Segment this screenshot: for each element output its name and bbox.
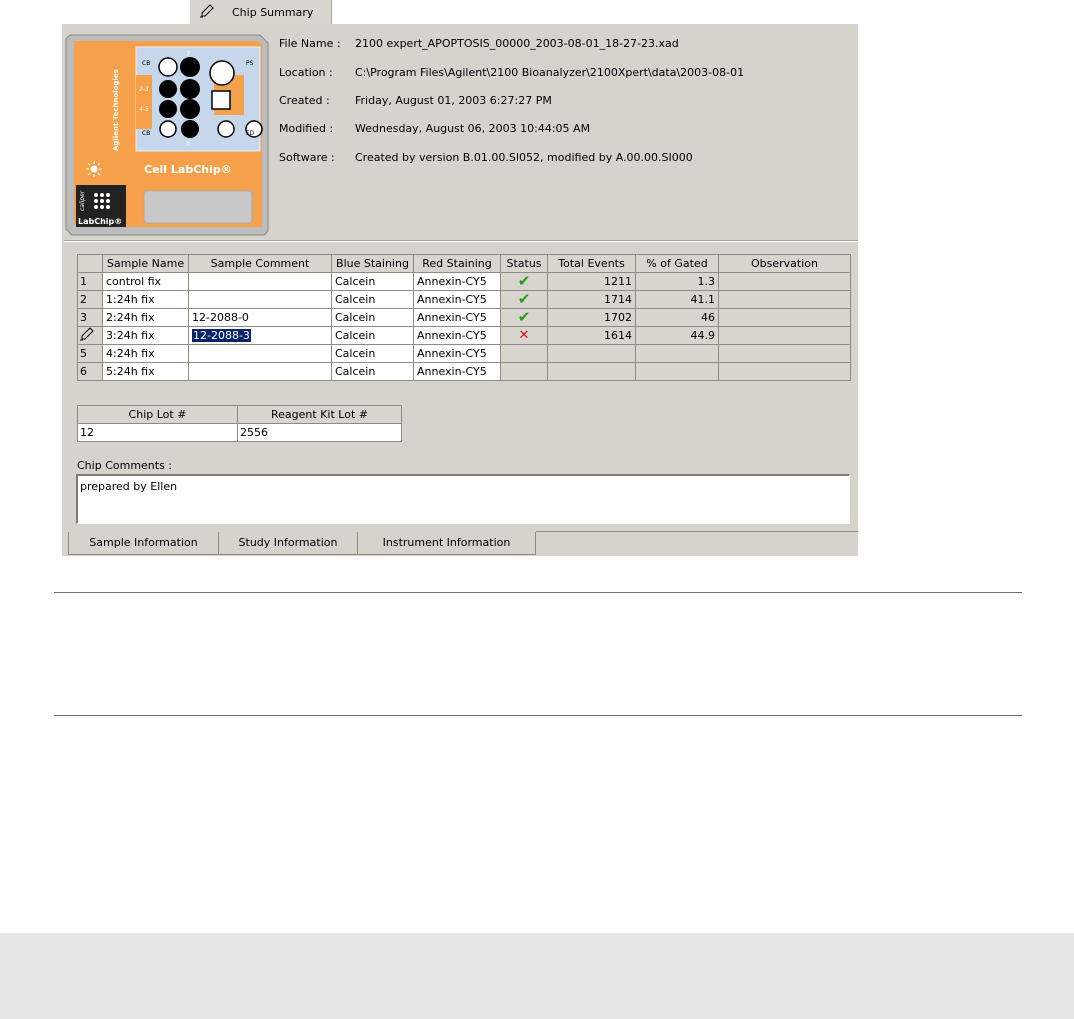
cell-red-staining[interactable]: Annexin-CY5 bbox=[414, 273, 501, 291]
check-icon: ✔ bbox=[517, 290, 531, 308]
table-row[interactable] bbox=[78, 345, 851, 363]
reagent-lot-input[interactable]: 2556 bbox=[238, 424, 402, 442]
modified-label: Modified : bbox=[279, 122, 334, 135]
modified-value: Wednesday, August 06, 2003 10:44:05 AM bbox=[355, 122, 591, 135]
check-icon: ✔ bbox=[517, 272, 531, 290]
cell-sample-comment-editing[interactable] bbox=[189, 327, 332, 345]
reagent-lot-header: Reagent Kit Lot # bbox=[238, 406, 402, 424]
footer-band bbox=[0, 933, 1074, 1019]
cell-blue-staining[interactable]: Calcein bbox=[332, 291, 414, 309]
cell-red-staining[interactable]: Annexin-CY5 bbox=[414, 327, 501, 345]
cell-sample-comment[interactable] bbox=[189, 345, 332, 363]
software-value: Created by version B.01.00.SI052, modified by A.00.00.SI000 bbox=[355, 151, 693, 164]
bottom-tab-baseline bbox=[536, 531, 858, 532]
cell-total-events bbox=[548, 363, 636, 381]
cell-total-events: 1614 bbox=[548, 327, 636, 345]
cell-gated: 46 bbox=[636, 309, 719, 327]
sample-table bbox=[77, 254, 851, 381]
cell-sample-comment[interactable] bbox=[189, 363, 332, 381]
cell-gated: 44.9 bbox=[636, 327, 719, 345]
caliper-logo-icon bbox=[94, 193, 110, 209]
lot-table bbox=[77, 405, 402, 442]
check-icon: ✔ bbox=[517, 308, 531, 326]
cell-observation bbox=[719, 273, 851, 291]
column-header-observation[interactable]: Observation bbox=[719, 255, 851, 273]
chip-product-name: Cell LabChip® bbox=[144, 163, 232, 176]
chip-label-cb-bottom: CB bbox=[142, 130, 151, 137]
tab-chip-summary[interactable] bbox=[190, 0, 332, 24]
cell-status bbox=[501, 291, 548, 309]
table-row[interactable] bbox=[78, 291, 851, 309]
cell-sample-name[interactable]: 5:24h fix bbox=[103, 363, 189, 381]
created-label: Created : bbox=[279, 94, 330, 107]
table-row[interactable] bbox=[78, 309, 851, 327]
chip-label-ps: PS bbox=[246, 60, 254, 67]
column-header-total-events[interactable]: Total Events bbox=[548, 255, 636, 273]
cell-sample-name[interactable]: 1:24h fix bbox=[103, 291, 189, 309]
chip-label-45: 4-5 bbox=[139, 106, 149, 113]
cell-observation bbox=[719, 309, 851, 327]
row-index-editing[interactable] bbox=[78, 327, 103, 345]
created-value: Friday, August 01, 2003 6:27:27 PM bbox=[355, 94, 552, 107]
chip-brand-vertical: Agilent Technologies bbox=[112, 69, 120, 151]
cell-observation bbox=[719, 291, 851, 309]
cell-total-events: 1702 bbox=[548, 309, 636, 327]
cell-sample-comment[interactable] bbox=[189, 291, 332, 309]
cell-status bbox=[501, 309, 548, 327]
selected-text[interactable]: 12-2088-3 bbox=[193, 329, 250, 342]
cell-sample-name[interactable]: 2:24h fix bbox=[103, 309, 189, 327]
column-header-status[interactable]: Status bbox=[501, 255, 548, 273]
cell-blue-staining[interactable]: Calcein bbox=[332, 327, 414, 345]
column-header-sample-comment[interactable]: Sample Comment bbox=[189, 255, 332, 273]
chip-maker-logo: caliper bbox=[79, 190, 86, 211]
cell-gated bbox=[636, 363, 719, 381]
cell-observation bbox=[719, 345, 851, 363]
chip-lot-header: Chip Lot # bbox=[78, 406, 238, 424]
cell-gated: 1.3 bbox=[636, 273, 719, 291]
cell-status bbox=[501, 327, 548, 345]
cell-status bbox=[501, 345, 548, 363]
chip-well-number-top: 7 bbox=[186, 51, 190, 58]
cell-observation bbox=[719, 327, 851, 345]
fail-x-icon: ✕ bbox=[518, 327, 530, 343]
cell-total-events: 1714 bbox=[548, 291, 636, 309]
cell-red-staining[interactable]: Annexin-CY5 bbox=[414, 345, 501, 363]
row-index[interactable]: 5 bbox=[78, 345, 103, 363]
top-tab-strip bbox=[62, 0, 858, 24]
sun-logo-icon bbox=[86, 161, 102, 177]
cell-sample-comment[interactable]: 12-2088-0 bbox=[189, 309, 332, 327]
cell-sample-name[interactable]: 3:24h fix bbox=[103, 327, 189, 345]
row-index[interactable]: 6 bbox=[78, 363, 103, 381]
pencil-icon bbox=[80, 327, 94, 341]
cell-blue-staining[interactable]: Calcein bbox=[332, 273, 414, 291]
table-row[interactable] bbox=[78, 363, 851, 381]
tab-chip-summary-label: Chip Summary bbox=[232, 6, 314, 19]
header-divider bbox=[64, 240, 858, 242]
cell-sample-name[interactable]: control fix bbox=[103, 273, 189, 291]
corner-header bbox=[78, 255, 103, 273]
column-header-sample-name[interactable]: Sample Name bbox=[103, 255, 189, 273]
table-row[interactable] bbox=[78, 273, 851, 291]
row-index[interactable]: 1 bbox=[78, 273, 103, 291]
cell-status bbox=[501, 273, 548, 291]
tab-study-information[interactable]: Study Information bbox=[218, 532, 358, 555]
cell-gated: 41.1 bbox=[636, 291, 719, 309]
cell-observation bbox=[719, 363, 851, 381]
chip-comments-textarea[interactable]: prepared by Ellen bbox=[76, 474, 850, 524]
chip-maker-sublogo: LabChip® bbox=[78, 217, 123, 226]
table-row-editing[interactable] bbox=[78, 327, 851, 345]
file-name-value: 2100 expert_APOPTOSIS_00000_2003-08-01_18-27-23.xad bbox=[355, 37, 679, 50]
chip-label-fd: FD bbox=[246, 130, 255, 137]
file-name-label: File Name : bbox=[279, 37, 341, 50]
cell-gated bbox=[636, 345, 719, 363]
cell-sample-name[interactable]: 4:24h fix bbox=[103, 345, 189, 363]
lot-value-row bbox=[78, 424, 402, 442]
pencil-icon bbox=[200, 4, 214, 18]
cell-status bbox=[501, 363, 548, 381]
chip-comments-label: Chip Comments : bbox=[77, 459, 173, 472]
lot-header-row bbox=[78, 406, 402, 424]
chip-lot-input[interactable]: 12 bbox=[78, 424, 238, 442]
cell-blue-staining[interactable]: Calcein bbox=[332, 363, 414, 381]
chip-label-23: 2-3 bbox=[139, 86, 149, 93]
tab-sample-information[interactable]: Sample Information bbox=[68, 532, 219, 555]
chip-label-cb-top: CB bbox=[142, 60, 151, 67]
cell-blue-staining[interactable]: Calcein bbox=[332, 345, 414, 363]
software-label: Software : bbox=[279, 151, 335, 164]
cell-blue-staining[interactable]: Calcein bbox=[332, 309, 414, 327]
location-label: Location : bbox=[279, 66, 333, 79]
cell-red-staining[interactable]: Annexin-CY5 bbox=[414, 291, 501, 309]
chip-image bbox=[64, 31, 270, 237]
cell-total-events bbox=[548, 345, 636, 363]
column-header-blue-staining[interactable]: Blue Staining bbox=[332, 255, 414, 273]
cell-red-staining[interactable]: Annexin-CY5 bbox=[414, 363, 501, 381]
row-index[interactable]: 3 bbox=[78, 309, 103, 327]
location-value: C:\Program Files\Agilent\2100 Bioanalyzer\2100Xpert\data\2003-08-01 bbox=[355, 66, 745, 79]
chip-well-number-bottom: 6 bbox=[186, 140, 190, 147]
column-header-red-staining[interactable]: Red Staining bbox=[414, 255, 501, 273]
cell-sample-comment[interactable] bbox=[189, 273, 332, 291]
table-header-row bbox=[78, 255, 851, 273]
cell-total-events: 1211 bbox=[548, 273, 636, 291]
cell-red-staining[interactable]: Annexin-CY5 bbox=[414, 309, 501, 327]
column-header-gated[interactable]: % of Gated bbox=[636, 255, 719, 273]
page-divider-top bbox=[54, 592, 1022, 593]
tab-instrument-information[interactable]: Instrument Information bbox=[357, 532, 536, 555]
row-index[interactable]: 2 bbox=[78, 291, 103, 309]
page-divider-bottom bbox=[54, 715, 1022, 716]
